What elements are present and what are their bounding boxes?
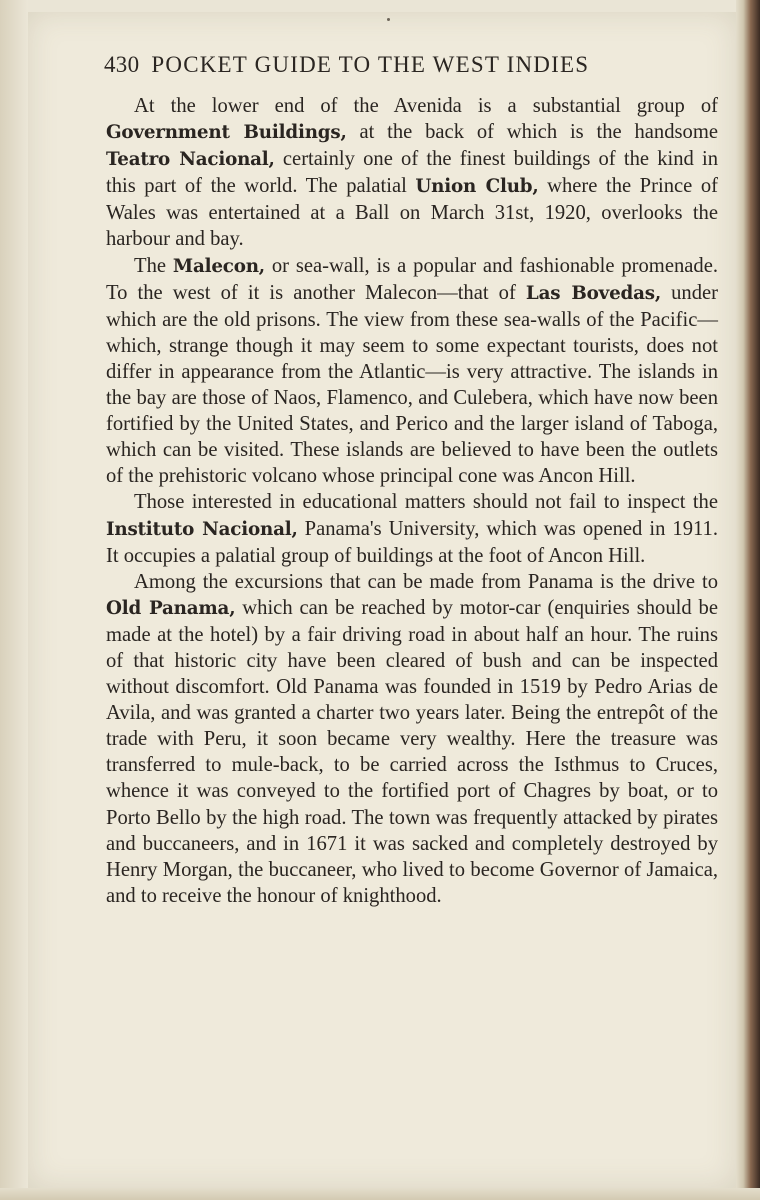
text-run: which can be reached by motor-car (enquiries should be made at the hotel) by a fair driving road in about half an hour. The ruins of that historic city have been cleared of bush and can be inspected without discomfort. Old Panama was founded in 1519 by Pedro Arias de Avila, and was granted a charter two years later. Being the entrepôt of the trade with Peru, it soon became very wealthy. Here the treasure was transferred to mule-back, to be carried across the Isthmus to Cruces, whence it was conveyed to the fortified port of Chagres by boat, or to Porto Bello by the high road. The town was frequently attacked by pirates and buccaneers, and in 1671 it was sacked and completely destroyed by Henry Morgan, the buccaneer, who lived to become Governor of Jamaica, and to receive the honour of knighthood. <box>106 596 718 907</box>
text-run: at the back of which is the handsome <box>346 121 718 144</box>
paragraph <box>106 93 718 253</box>
text-run: At the lower end of the Avenida is a substantial group of <box>134 95 718 117</box>
body-text <box>106 93 718 909</box>
bold-place-name: Malecon, <box>172 255 265 277</box>
text-run: under which are the old prisons. The view from these sea-walls of the Pacific—which, strange though it may seem to some expectant tourists, does not differ in appearance from the Atlantic—is very attractive. The islands in the bay are those of Naos, Flamenco, and Culebera, which have now been fortified by the United States, and Perico and the larger island of Taboga, which can be visited. These islands are believed to have been the outlets of the prehistoric volcano whose principal cone was Ancon Hill. <box>106 281 718 488</box>
book-edge <box>736 0 760 1200</box>
paragraph <box>106 569 718 909</box>
text-run: certainly one of the finest buildings of the kind in this part of the world. The palatial <box>106 148 719 198</box>
bold-place-name: Old Panama, <box>106 597 236 619</box>
running-title: POCKET GUIDE TO THE WEST INDIES <box>151 52 590 77</box>
bold-place-name: Government Buildings, <box>106 122 347 144</box>
text-run: Panama's University, which was opened in 1911. It occupies a palatial group of buildings at the foot of Ancon Hill. <box>106 517 719 567</box>
page-number: 430 <box>104 52 140 77</box>
text-run: or sea-wall, is a popular and fashionable promenade. To the west of it is another Malecon—that of <box>106 254 718 304</box>
bold-place-name: Las Bovedas, <box>525 282 662 304</box>
bold-place-name: Teatro Nacional, <box>106 149 275 171</box>
text-run: Among the excursions that can be made from Panama is the drive to <box>134 570 718 593</box>
running-head <box>104 52 684 84</box>
bold-place-name: Union Club, <box>415 176 539 198</box>
page-bottom-edge <box>0 1188 760 1200</box>
paragraph <box>106 253 718 490</box>
gutter-shadow <box>0 0 28 1200</box>
text-run: Those interested in educational matters should not fail to inspect the <box>134 491 718 514</box>
paragraph <box>106 489 718 568</box>
text-run: where the Prince of Wales was entertained at a Ball on March 31st, 1920, overlooks the harbour and bay. <box>106 175 718 251</box>
text-run: The <box>134 254 173 277</box>
bold-place-name: Instituto Nacional, <box>106 518 298 540</box>
print-speck <box>387 18 390 21</box>
